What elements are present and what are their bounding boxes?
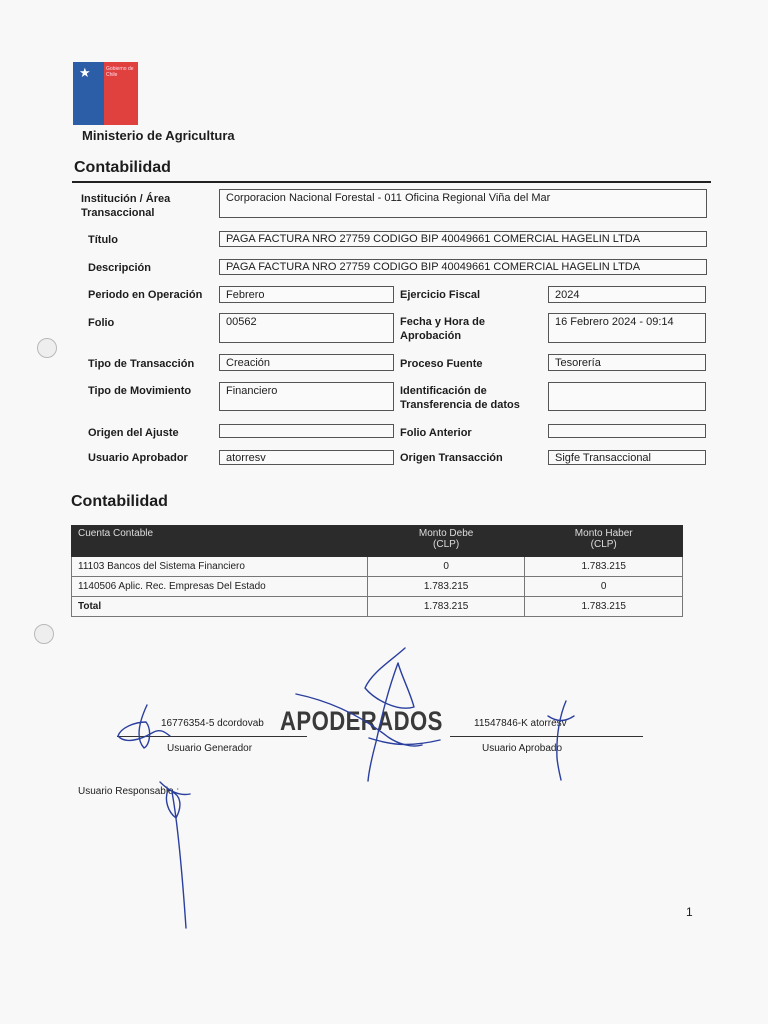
cell-cuenta: 1140506 Aplic. Rec. Empresas Del Estado [72,577,368,597]
total-label: Total [72,597,368,617]
titulo-label: Título [88,234,118,246]
usuario-aprobador-label: Usuario Aprobador [88,452,188,464]
institucion-label: Institución / Área Transaccional [81,193,171,219]
signature-center-tail [369,738,440,744]
section-title: Contabilidad [74,159,171,176]
folio-anterior-label: Folio Anterior [400,427,472,439]
proceso-fuente-label: Proceso Fuente [400,358,483,370]
generador-label: Usuario Generador [167,743,253,754]
accounting-title: Contabilidad [71,493,168,510]
logo-star-icon: ★ [79,65,91,80]
signature-generador-stroke [118,705,170,748]
folio-field: 00562 [219,313,394,343]
descripcion-field: PAGA FACTURA NRO 27759 CODIGO BIP 40049661 COMERCIAL HAGELIN LTDA [219,259,707,275]
descripcion-label: Descripción [88,262,151,274]
tipo-movimiento-field: Financiero [219,382,394,411]
origen-transaccion-label: Origen Transacción [400,452,503,464]
signature-center-crossing [296,694,422,746]
periodo-field: Febrero [219,286,394,303]
responsable-label: Usuario Responsable : [78,786,180,797]
signature-responsable-stroke [160,782,190,928]
identificacion-label: Identificación de Transferencia de datos [400,385,520,411]
signature-aprobador-stroke [548,701,574,780]
total-haber: 1.783.215 [525,597,683,617]
fecha-label: Fecha y Hora de Aprobación [400,316,485,342]
origen-transaccion-field: Sigfe Transaccional [548,450,706,465]
cell-haber: 0 [525,577,683,597]
page-number: 1 [686,905,693,919]
tipo-transaccion-field: Creación [219,354,394,371]
ejercicio-label: Ejercicio Fiscal [400,289,481,301]
total-debe: 1.783.215 [367,597,525,617]
ejercicio-field: 2024 [548,286,706,303]
tipo-transaccion-label: Tipo de Transacción [88,358,195,370]
aprobador-id: 11547846-K atorresv [474,718,567,729]
col-haber-text: Monto Haber (CLP) [574,528,633,550]
institucion-field: Corporacion Nacional Forestal - 011 Oficina Regional Viña del Mar [219,189,707,218]
ministry-name: Ministerio de Agricultura [82,128,235,143]
fecha-field: 16 Febrero 2024 - 09:14 [548,313,706,343]
logo-caption: Gobierno de Chile [106,66,134,78]
proceso-fuente-field: Tesorería [548,354,706,371]
folio-label: Folio [88,317,115,329]
cell-cuenta: 11103 Bancos del Sistema Financiero [72,557,368,577]
col-debe-text: Monto Debe (CLP) [418,528,474,550]
generador-id: 16776354-5 dcordovab [161,718,264,729]
cell-debe: 0 [367,557,525,577]
signature-center-loop [365,648,414,781]
col-cuenta-header: Cuenta Contable [72,526,368,557]
aprobador-label: Usuario Aprobado [482,743,563,754]
cell-haber: 1.783.215 [525,557,683,577]
apoderados-stamp: APODERADOS [280,706,443,736]
periodo-label: Periodo en Operación [88,289,203,301]
titulo-field: PAGA FACTURA NRO 27759 CODIGO BIP 40049661 COMERCIAL HAGELIN LTDA [219,231,707,247]
cell-debe: 1.783.215 [367,577,525,597]
origen-ajuste-label: Origen del Ajuste [88,427,179,439]
usuario-aprobador-field: atorresv [219,450,394,465]
tipo-movimiento-label: Tipo de Movimiento [88,385,192,397]
